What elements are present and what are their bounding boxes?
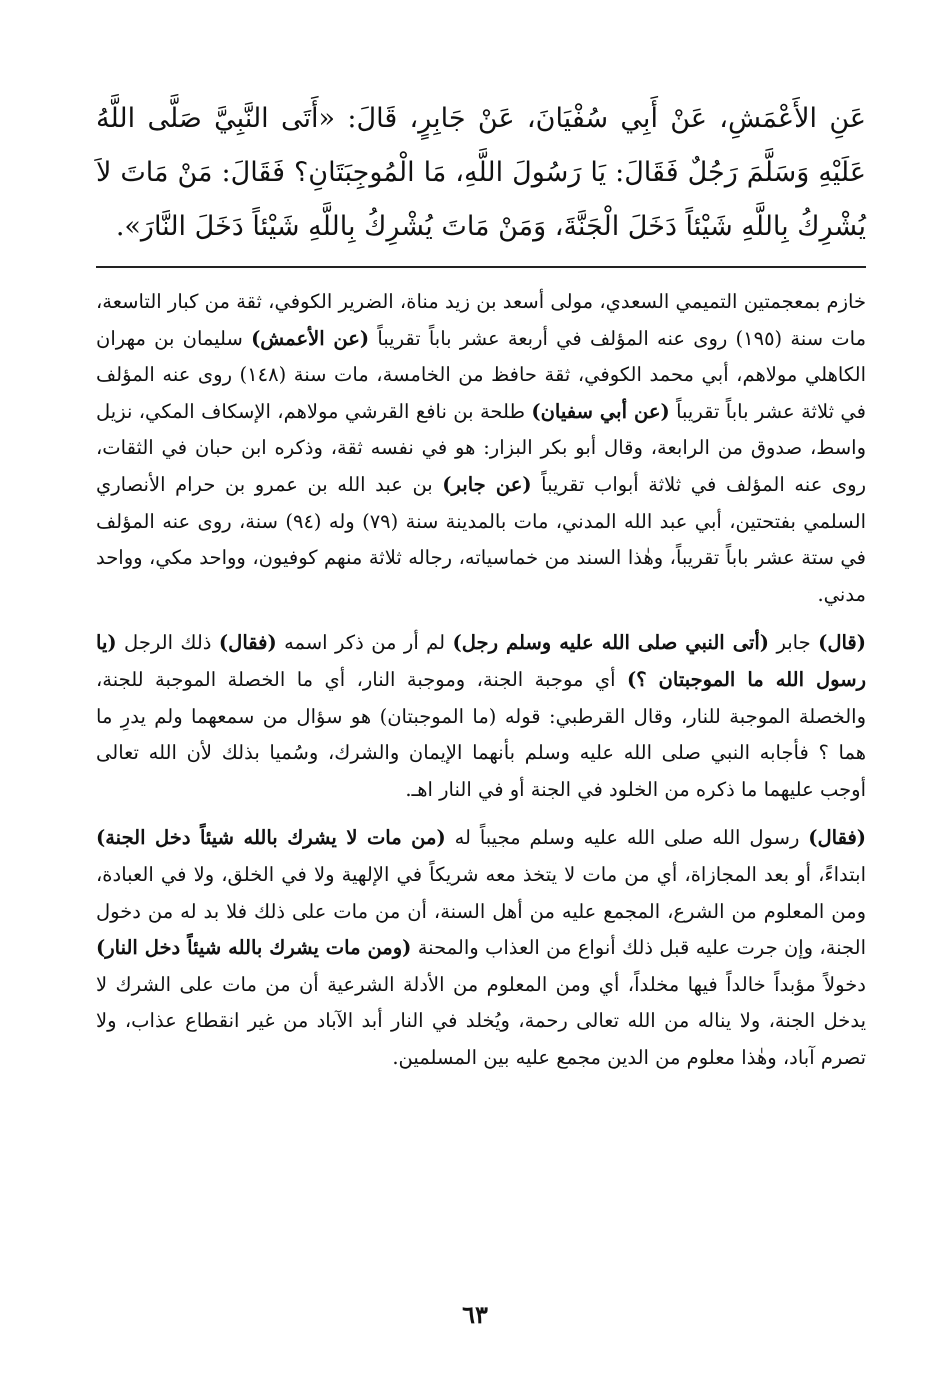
- bold-quote: (فقال): [218, 631, 277, 655]
- bold-quote: (يا رسول الله ما الموجبتان ؟): [96, 631, 866, 691]
- bold-quote: (عن جابر): [442, 472, 532, 496]
- text-segment: بن عبد الله بن عمرو بن حرام الأنصاري السلمي بفتحتين، أبي عبد الله المدني، مات بالمدينة سنة (٧٩) وله (٩٤) سنة، روى عنه المؤلف في ستة عشر باباً تقريباً، وهٰذا السند من خماسياته، رجاله ثلاثة منهم كوفيون، وواحد مكي، وواحد مدني.: [96, 472, 866, 606]
- bold-quote: (عن الأعمش): [251, 326, 370, 350]
- footnote-divider: [96, 266, 866, 268]
- commentary-body: [96, 284, 866, 1076]
- bold-quote: (فقال): [808, 826, 866, 850]
- bold-quote: (عن أبي سفيان): [531, 399, 670, 423]
- answer-paragraph: [96, 820, 866, 1076]
- text-segment: جابر: [769, 631, 819, 655]
- text-segment: ابتداءً، أو بعد المجازاة، أي من مات لا يتخذ معه شريكاً في الإلهية ولا في الخلق، ولا في العبادة، ومن المعلوم من الشرع، المجمع عليه من أهل السنة، أن من مات على ذلك فلا بد له من دخول الجنة، وإن جرت عليه قبل ذلك أنواع من العذاب والمحنة: [96, 862, 866, 960]
- text-segment: طلحة بن نافع القرشي مولاهم، الإسكاف المكي، نزيل واسط، صدوق من الرابعة، وقال أبو بكر البزار: هو في نفسه ثقة، وذكره ابن حبان في الثقات، روى عنه المؤلف في ثلاثة أبواب تقريباً: [96, 399, 866, 496]
- bold-quote: (قال): [818, 631, 866, 655]
- text-segment: لم أر من ذكر اسمه: [276, 631, 453, 655]
- hadith-text: عَنِ الأَعْمَشِ، عَنْ أَبِي سُفْيَانَ، عَنْ جَابِرٍ، قَالَ: «أَتَى النَّبِيَّ صَلَّى اللَّهُ عَلَيْهِ وَسَلَّمَ رَجُلٌ فَقَالَ: يَا رَسُولَ اللَّهِ، مَا الْمُوجِبَتَانِ؟ فَقَالَ: مَنْ مَاتَ لاَ يُشْرِكُ بِاللَّهِ شَيْئاً دَخَلَ الْجَنَّةَ، وَمَنْ مَاتَ يُشْرِكُ بِاللَّهِ شَيْئاً دَخَلَ النَّارَ».: [96, 103, 866, 242]
- narrators-paragraph: [96, 284, 866, 613]
- text-segment: ذلك الرجل: [116, 631, 219, 655]
- text-segment: رسول الله صلى الله عليه وسلم مجيباً له: [445, 826, 809, 850]
- question-paragraph: [96, 625, 866, 808]
- text-segment: أي موجبة الجنة، وموجبة النار، أي ما الخصلة الموجبة للجنة، والخصلة الموجبة للنار، وقال القرطبي: قوله (ما الموجبتان) هو سؤال من سمعهما ولم يدرِ ما هما ؟ فأجابه النبي صلى الله عليه وسلم بأنهما الإيمان والشرك، وسُميا بذلك لأن الله تعالى أوجب عليهما ما ذكره من الخلود في الجنة أو في النار اهـ.: [96, 667, 866, 801]
- bold-quote: (أتى النبي صلى الله عليه وسلم رجل): [452, 631, 770, 655]
- bold-quote: (ومن مات يشرك بالله شيئاً دخل النار): [96, 936, 412, 960]
- page-number: ٦٣: [462, 1300, 488, 1329]
- text-segment: خازم بمعجمتين التميمي السعدي، مولى أسعد بن زيد مناة، الضرير الكوفي، ثقة من كبار التاسعة، مات سنة (١٩٥) روى عنه المؤلف في أربعة عشر باباً تقريباً: [96, 290, 867, 350]
- text-segment: سليمان بن مهران الكاهلي مولاهم، أبي محمد الكوفي، ثقة حافظ من الخامسة، مات سنة (١٤٨) روى عنه المؤلف في ثلاثة عشر باباً تقريباً: [96, 326, 866, 423]
- bold-quote: (من مات لا يشرك بالله شيئاً دخل الجنة): [96, 826, 446, 850]
- text-segment: دخولاً مؤبداً خالداً فيها مخلداً، أي ومن المعلوم من الأدلة الشرعية أن من مات على الشرك لا يدخل الجنة، ولا يناله من الله تعالى رحمة، ويُخلد في النار أبد الآباد من غير انقطاع عذاب، ولا تصرم آباد، وهٰذا معلوم من الدين مجمع عليه بين المسلمين.: [96, 972, 866, 1069]
